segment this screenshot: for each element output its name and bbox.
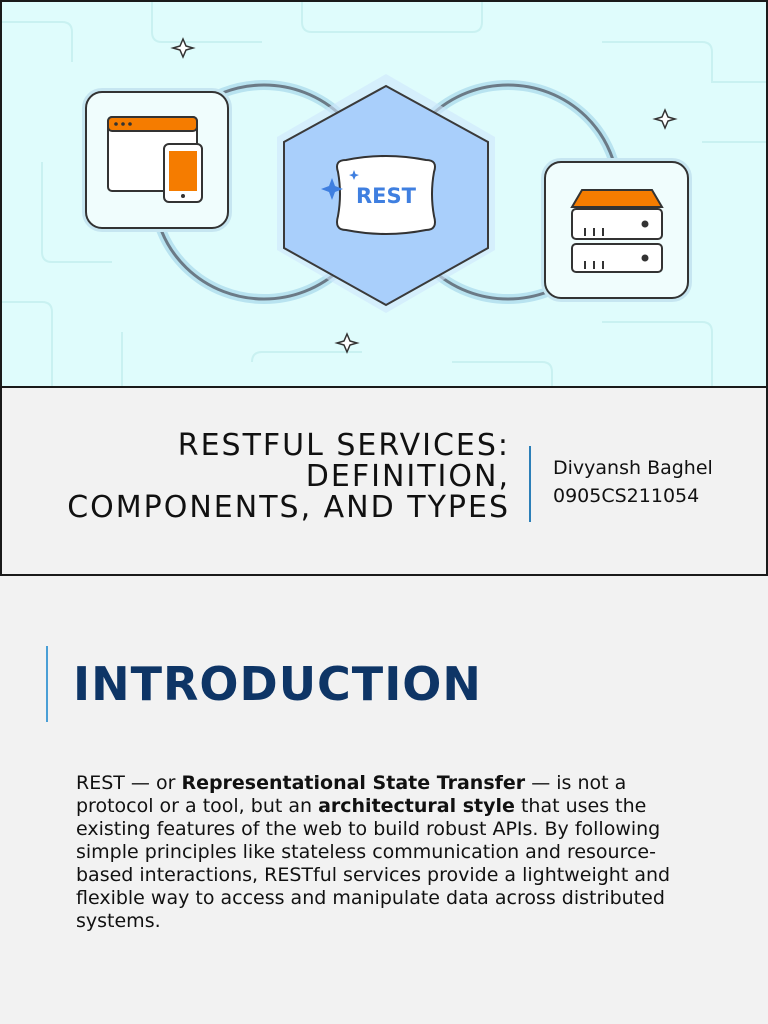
rest-hexagon xyxy=(277,74,495,313)
title-line: DEFINITION, xyxy=(305,459,510,494)
hero-illustration xyxy=(0,0,768,388)
server-card xyxy=(545,162,688,298)
intro-paragraph xyxy=(76,772,688,933)
paragraph-text: that uses the existing features of the web to build robust APIs. By following simple principles like stateless communication and resource-based interactions, RESTful services provide a lightweight and flexible way to access and manipulate data across distributed systems. xyxy=(76,795,671,932)
paragraph-bold-term: Representational State Transfer xyxy=(181,772,526,794)
paragraph-text: REST — or xyxy=(76,772,182,794)
author-enrollment-id: 0905CS211054 xyxy=(553,485,700,507)
section-heading: INTRODUCTION xyxy=(73,657,482,711)
title-divider xyxy=(529,446,531,522)
sparkle-icon xyxy=(337,334,357,352)
sparkle-icon xyxy=(655,110,675,128)
rest-badge-label: REST xyxy=(356,184,416,208)
heading-accent-bar xyxy=(46,646,48,722)
author-name: Divyansh Baghel xyxy=(553,457,713,479)
rest-architecture-illustration xyxy=(2,2,768,388)
paragraph-text: — is not a protocol or a tool, but an xyxy=(76,772,627,817)
rest-pillow-badge xyxy=(337,156,435,234)
title-section xyxy=(0,386,768,576)
title-line: RESTFUL SERVICES: xyxy=(177,428,510,463)
title-line: COMPONENTS, AND TYPES xyxy=(67,490,510,525)
paragraph-bold-term: architectural style xyxy=(318,795,515,817)
introduction-section xyxy=(0,576,768,1024)
server-rack-icon xyxy=(572,190,662,272)
author-info xyxy=(553,454,713,510)
client-card xyxy=(86,92,228,228)
mobile-phone-icon xyxy=(164,144,202,202)
presentation-title xyxy=(30,430,510,523)
